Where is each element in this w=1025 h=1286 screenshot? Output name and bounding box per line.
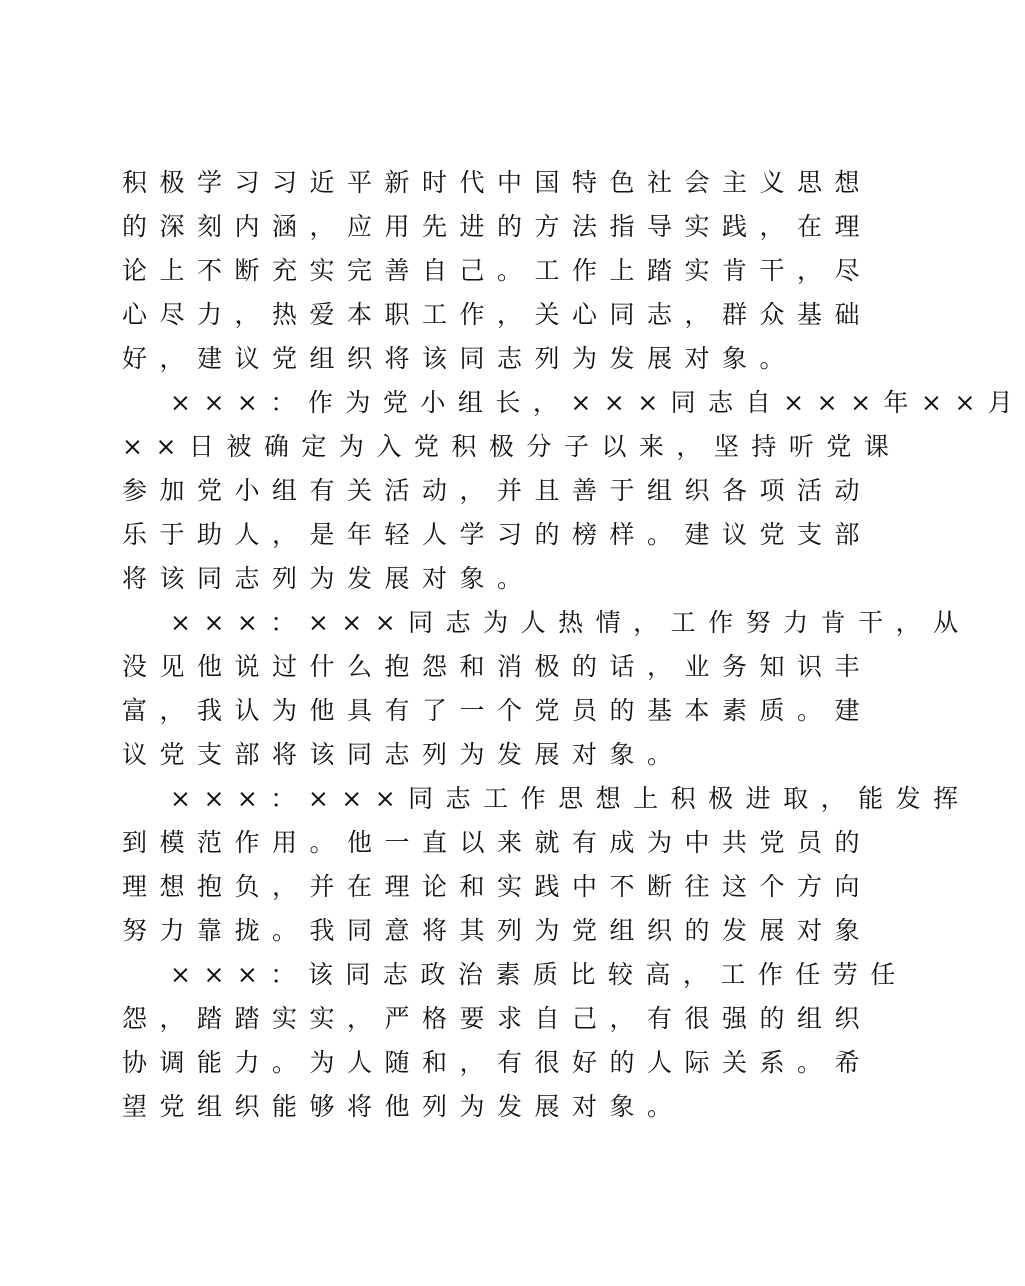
text-line: 心尽力，热爱本职工作，关心同志，群众基础	[122, 300, 873, 329]
paragraph-start-line: ×××：作为党小组长，×××同志自×××年××月	[170, 388, 1025, 417]
text-line: ××日被确定为入党积极分子以来，坚持听党课	[122, 432, 902, 461]
paragraph-start-line: ×××：×××同志为人热情，工作努力肯干，从	[170, 608, 971, 637]
text-line: 富，我认为他具有了一个党员的基本素质。建	[122, 696, 873, 725]
text-line: 积极学习习近平新时代中国特色社会主义思想	[122, 168, 873, 197]
paragraph-start-line: ×××：该同志政治素质比较高，工作任劳任	[170, 960, 908, 989]
text-line: 将该同志列为发展对象。	[122, 564, 535, 593]
text-line: 理想抱负，并在理论和实践中不断往这个方向	[122, 872, 873, 901]
text-line: 论上不断充实完善自己。工作上踏实肯干，尽	[122, 256, 873, 285]
text-line: 努力靠拢。我同意将其列为党组织的发展对象	[122, 916, 873, 945]
text-line: 好，建议党组织将该同志列为发展对象。	[122, 344, 798, 373]
paragraph-start-line: ×××：×××同志工作思想上积极进取，能发挥	[170, 784, 971, 813]
text-line: 的深刻内涵，应用先进的方法指导实践，在理	[122, 212, 873, 241]
text-line: 望党组织能够将他列为发展对象。	[122, 1092, 685, 1121]
text-line: 议党支部将该同志列为发展对象。	[122, 740, 685, 769]
text-line: 没见他说过什么抱怨和消极的话，业务知识丰	[122, 652, 873, 681]
text-line: 乐于助人，是年轻人学习的榜样。建议党支部	[122, 520, 873, 549]
text-line: 怨，踏踏实实，严格要求自己，有很强的组织	[122, 1004, 873, 1033]
text-line: 到模范作用。他一直以来就有成为中共党员的	[122, 828, 873, 857]
text-line: 参加党小组有关活动，并且善于组织各项活动	[122, 476, 873, 505]
text-line: 协调能力。为人随和，有很好的人际关系。希	[122, 1048, 873, 1077]
